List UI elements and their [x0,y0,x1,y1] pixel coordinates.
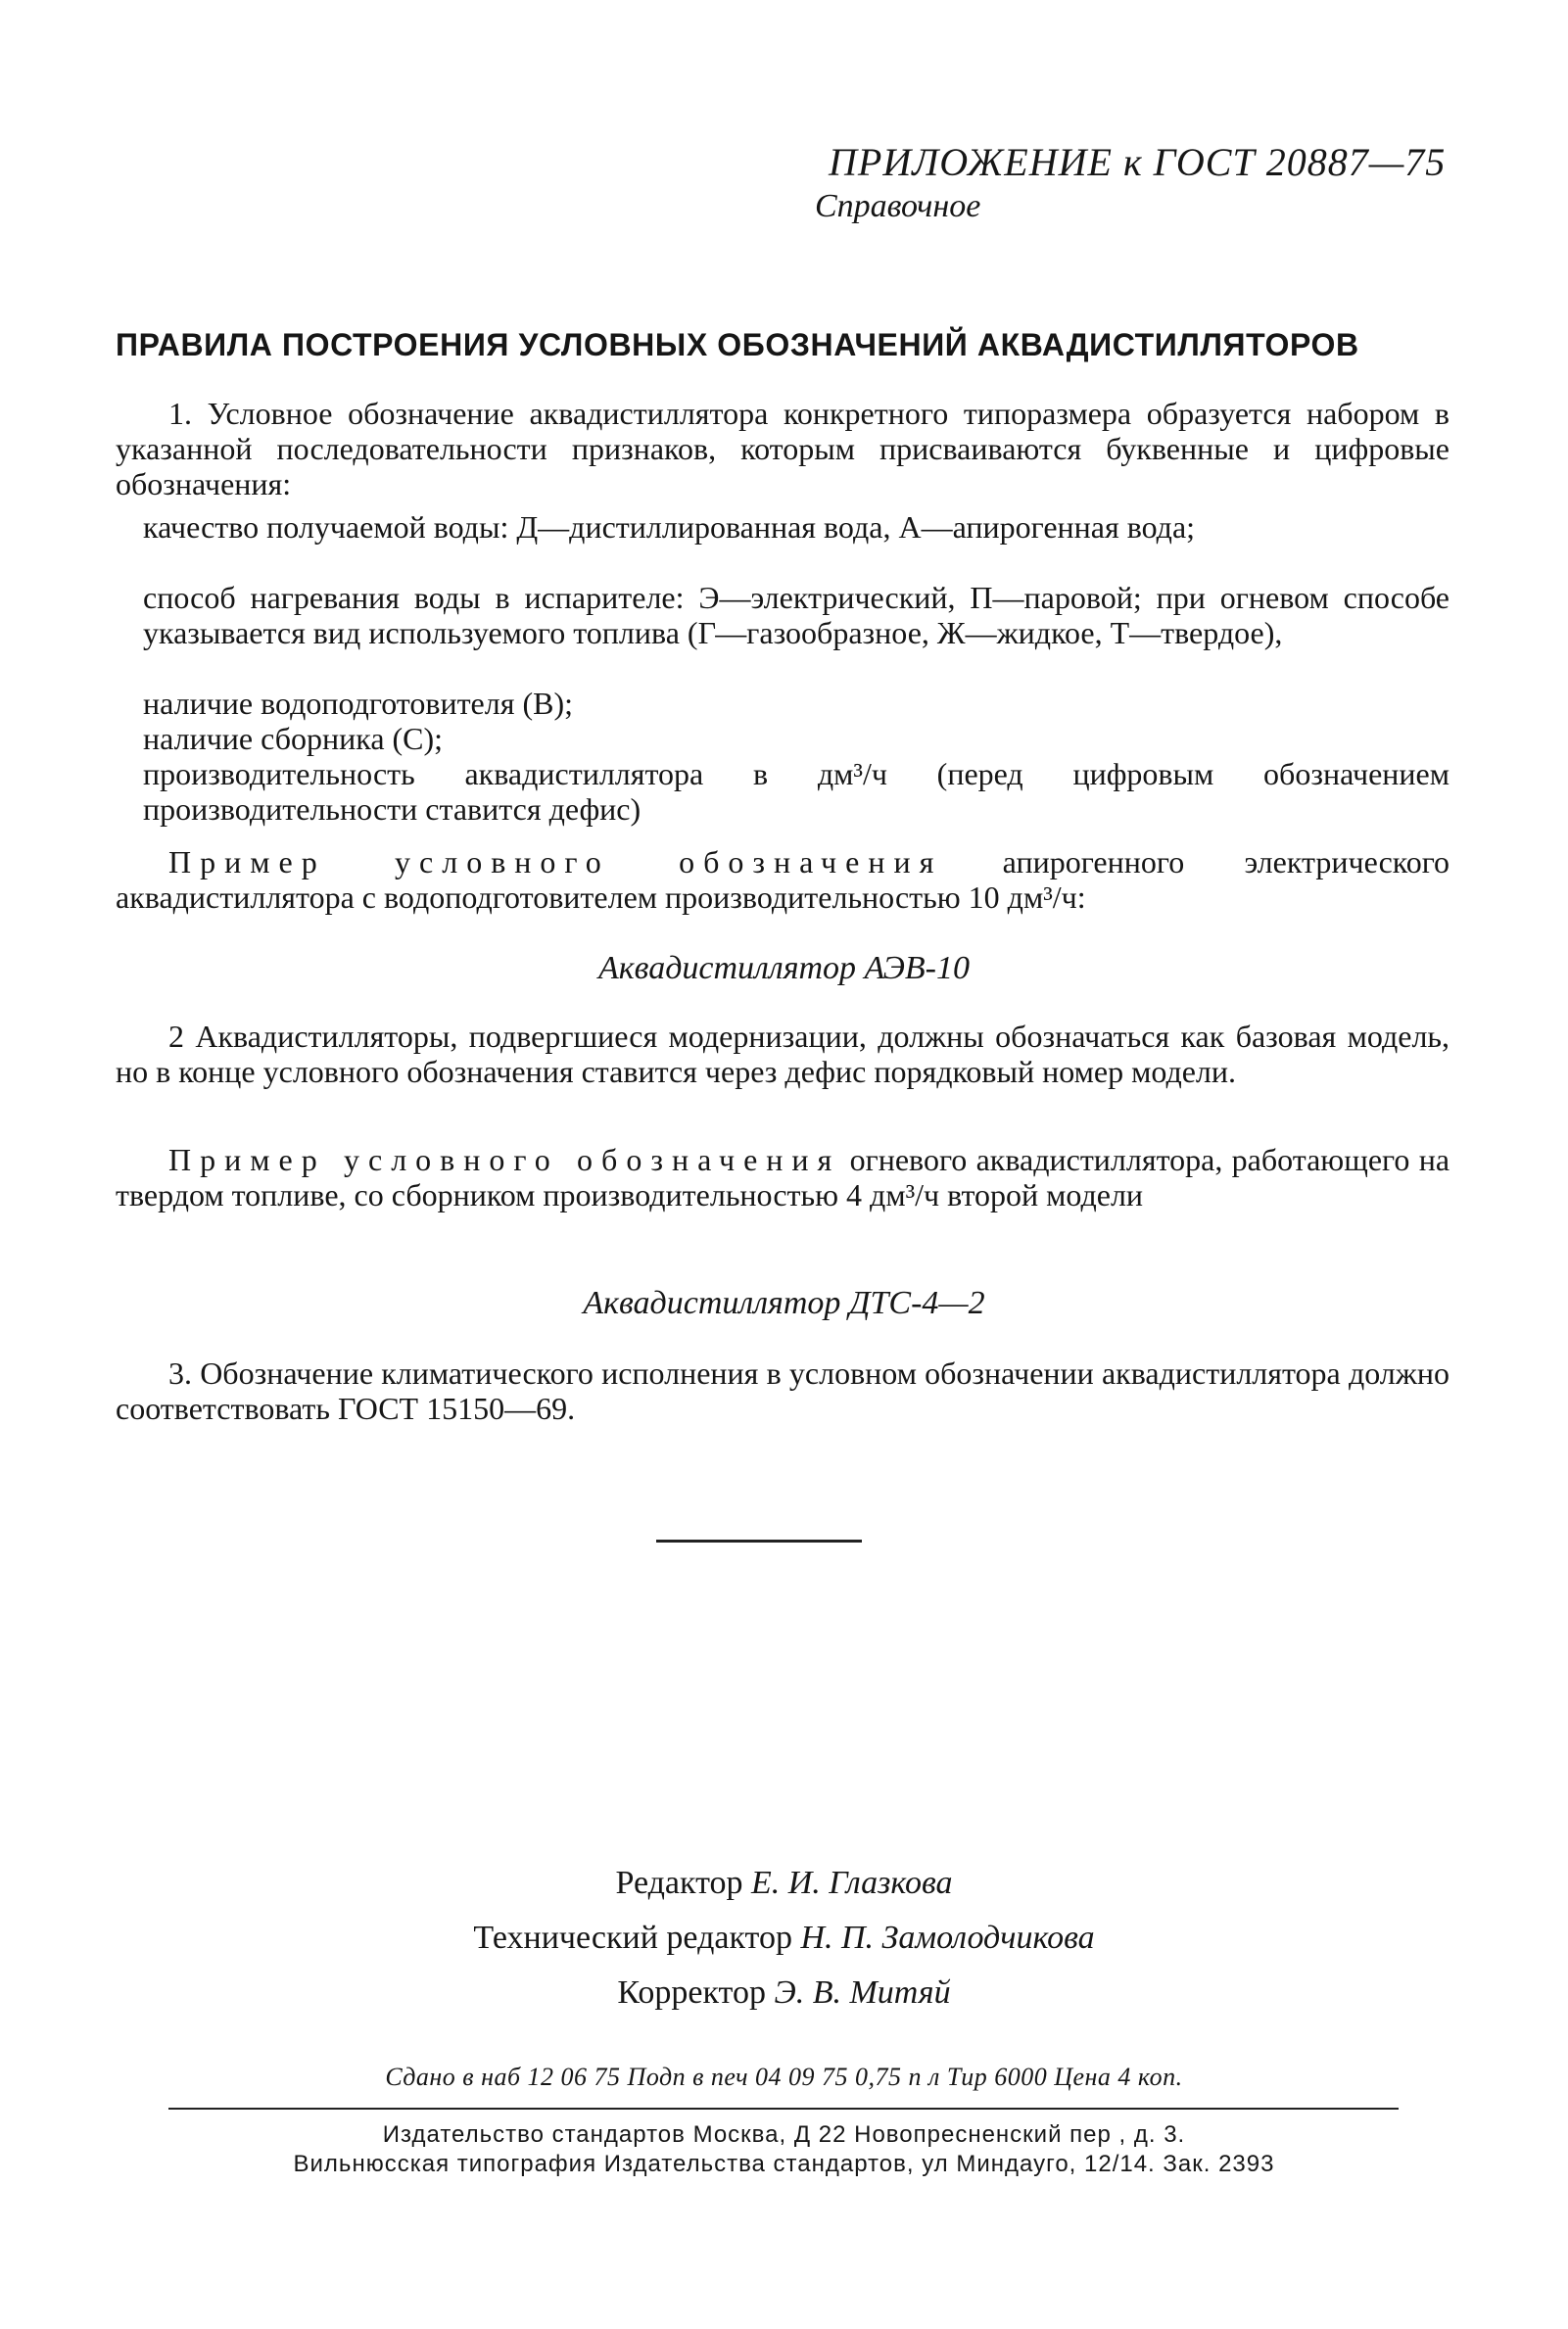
list-item-water-quality: качество получаемой воды: Д—дистиллированная вода, А—апирогенная вода; [143,509,1196,545]
credit-corrector [0,1974,1568,2012]
list-item-heating-method: способ нагревания воды в испарителе: Э—электрический, П—паровой; при огневом способе указывается вид используемого топлива (Г—газообразное, Ж—жидкое, Т—твердое), [143,580,1449,650]
editor-name: Е. И. Глазкова [750,1865,953,1901]
example-2-model: Аквадистиллятор ДТС-4—2 [583,1285,985,1321]
example-2 [116,1142,1449,1212]
credit-editor [0,1865,1568,1902]
publisher-line-1: Издательство стандартов Москва, Д 22 Новопресненский пер , д. 3. [382,2121,1186,2148]
section-1-intro: 1. Условное обозначение аквадистиллятора конкретного типоразмера образуется набором в указанной последовательности признаков, которым присваиваются буквенные и цифровые обозначения: [116,396,1449,501]
appendix-status: Справочное [815,188,981,224]
corrector-role: Корректор [617,1974,766,2011]
section-2-text: 2 Аквадистилляторы, подвергшиеся модернизации, должны обозначаться как базовая модель, но в конце условного обозначения ставится через дефис порядковый номер модели. [116,1019,1449,1089]
publisher-line-2: Вильнюсская типография Издательства стандартов, ул Миндауго, 12/14. Зак. 2393 [293,2151,1275,2177]
page-title: ПРАВИЛА ПОСТРОЕНИЯ УСЛОВНЫХ ОБОЗНАЧЕНИЙ АКВАДИСТИЛЛЯТОРОВ [116,327,1359,362]
tech-editor-name: Н. П. Замолодчикова [800,1920,1095,1956]
imprint-rule [168,2108,1399,2110]
list-item-collector: наличие сборника (С); [143,721,444,756]
example-1 [116,844,1449,915]
example-2-label: Пример условного обозначения [168,1142,841,1177]
section-3-text: 3. Обозначение климатического исполнения в условном обозначении аквадистиллятора должно соответствовать ГОСТ 15150—69. [116,1355,1449,1426]
example-1-label: Пример условного обозначения [168,844,943,879]
section-divider [656,1540,862,1543]
list-item-water-treatment: наличие водоподготовителя (В); [143,686,573,721]
tech-editor-role: Технический редактор [473,1920,792,1956]
print-imprint: Сдано в наб 12 06 75 Подп в печ 04 09 75 0,75 п л Тир 6000 Цена 4 коп. [385,2063,1183,2091]
example-1-text: апирогенного электрического аквадистиллятора с водоподготовителем производительностью 10 дм³/ч: [116,844,1450,915]
example-1-model: Аквадистиллятор АЭВ-10 [598,950,970,986]
example-2-text: огневого аквадистиллятора, работающего на твердом топливе, со сборником производительностью 4 дм³/ч второй модели [116,1142,1450,1212]
corrector-name: Э. В. Митяй [774,1974,951,2011]
list-item-capacity: производительность аквадистиллятора в дм³/ч (перед цифровым обозначением производительности ставится дефис) [143,756,1449,827]
appendix-title: ПРИЛОЖЕНИЕ к ГОСТ 20887—75 [829,140,1447,184]
credit-tech-editor [0,1920,1568,1957]
editor-role: Редактор [615,1865,743,1901]
